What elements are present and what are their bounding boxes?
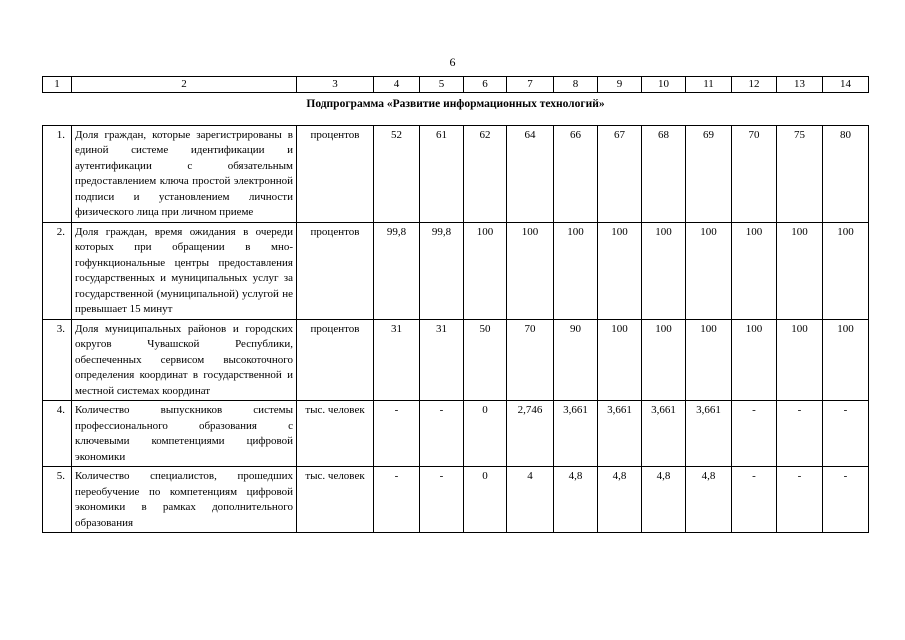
indicator-value: 3,661 [598, 401, 642, 467]
table-row [43, 125, 869, 222]
indicator-value: 4,8 [686, 467, 732, 533]
indicator-value: 66 [554, 125, 598, 222]
indicator-value: 64 [507, 125, 554, 222]
indicator-value: 3,661 [642, 401, 686, 467]
column-header-8: 8 [554, 77, 598, 93]
indicator-value: 31 [420, 319, 464, 401]
indicator-value: 100 [464, 222, 507, 319]
indicator-value: - [732, 467, 777, 533]
indicator-value: 3,661 [686, 401, 732, 467]
indicator-name: Доля муниципальных районов и городских округов Чувашской Республики, обеспеченных сервисом высокоточного определения координат в государственной и местной системах координат [72, 319, 297, 401]
unit-of-measure: тыс. человек [297, 467, 374, 533]
column-header-13: 13 [777, 77, 823, 93]
indicator-value: - [823, 467, 869, 533]
indicator-value: 70 [732, 125, 777, 222]
indicator-value: 61 [420, 125, 464, 222]
indicator-value: 4,8 [642, 467, 686, 533]
column-number-header [43, 77, 869, 93]
indicator-value: 3,661 [554, 401, 598, 467]
indicator-value: 50 [464, 319, 507, 401]
table-row [43, 467, 869, 533]
row-number: 5. [43, 467, 72, 533]
indicator-value: 100 [686, 222, 732, 319]
indicator-value: 4,8 [598, 467, 642, 533]
indicator-value: 100 [777, 222, 823, 319]
indicator-value: - [420, 401, 464, 467]
indicator-value: 4,8 [554, 467, 598, 533]
indicator-value: 52 [374, 125, 420, 222]
indicator-name: Доля граждан, время ожидания в очереди которых при обращении в многофункциональные центры предоставления государственных и муниципальных услуг за государственной (муниципальной) услугой не превышает 15 минут [72, 222, 297, 319]
indicator-value: 100 [686, 319, 732, 401]
column-header-4: 4 [374, 77, 420, 93]
column-header-6: 6 [464, 77, 507, 93]
row-number: 1. [43, 125, 72, 222]
indicator-value: 100 [823, 222, 869, 319]
indicator-value: - [374, 401, 420, 467]
indicator-value: 100 [642, 319, 686, 401]
indicator-value: 99,8 [420, 222, 464, 319]
indicator-value: 100 [598, 222, 642, 319]
unit-of-measure: процентов [297, 222, 374, 319]
subprogram-title: Подпрограмма «Развитие информационных технологий» [306, 98, 605, 110]
indicator-value: 100 [823, 319, 869, 401]
indicator-value: 75 [777, 125, 823, 222]
subprogram-title-row [43, 93, 869, 126]
table-row [43, 401, 869, 467]
column-header-14: 14 [823, 77, 869, 93]
column-header-2: 2 [72, 77, 297, 93]
indicator-value: - [420, 467, 464, 533]
page-number: 6 [449, 55, 456, 69]
column-header-1: 1 [43, 77, 72, 93]
indicator-value: - [732, 401, 777, 467]
indicator-value: 0 [464, 401, 507, 467]
indicator-value: - [374, 467, 420, 533]
indicators-table [42, 76, 869, 533]
indicator-value: 62 [464, 125, 507, 222]
indicator-value: 2,746 [507, 401, 554, 467]
row-number: 4. [43, 401, 72, 467]
row-number: 3. [43, 319, 72, 401]
indicator-value: 67 [598, 125, 642, 222]
indicator-value: - [777, 467, 823, 533]
indicator-value: 100 [598, 319, 642, 401]
indicator-name: Доля граждан, которые зарегистрированы в единой системе идентификации и аутентификации с обязательным предоставлением ключа простой электронной подписи и установлением личности физического лица при личном приеме [72, 125, 297, 222]
unit-of-measure: тыс. человек [297, 401, 374, 467]
column-header-3: 3 [297, 77, 374, 93]
indicator-value: 70 [507, 319, 554, 401]
table-row [43, 222, 869, 319]
indicator-value: - [823, 401, 869, 467]
indicator-value: 0 [464, 467, 507, 533]
column-header-10: 10 [642, 77, 686, 93]
column-header-5: 5 [420, 77, 464, 93]
indicator-value: 100 [642, 222, 686, 319]
indicator-name: Количество специалистов, прошедших переобучение по компетенциям цифровой экономики в рамках дополнительного образования [72, 467, 297, 533]
table-row [43, 319, 869, 401]
indicator-value: 4 [507, 467, 554, 533]
indicator-value: 100 [777, 319, 823, 401]
column-header-9: 9 [598, 77, 642, 93]
indicator-value: - [777, 401, 823, 467]
indicator-value: 31 [374, 319, 420, 401]
column-header-11: 11 [686, 77, 732, 93]
indicator-value: 100 [507, 222, 554, 319]
indicator-value: 69 [686, 125, 732, 222]
indicator-value: 99,8 [374, 222, 420, 319]
indicator-value: 90 [554, 319, 598, 401]
unit-of-measure: процентов [297, 319, 374, 401]
indicator-value: 100 [732, 319, 777, 401]
indicator-value: 80 [823, 125, 869, 222]
row-number: 2. [43, 222, 72, 319]
indicator-value: 100 [554, 222, 598, 319]
column-header-12: 12 [732, 77, 777, 93]
unit-of-measure: процентов [297, 125, 374, 222]
indicator-name: Количество выпускников системы профессионального образования с ключевыми компетенциями цифровой экономики [72, 401, 297, 467]
column-header-7: 7 [507, 77, 554, 93]
indicator-value: 100 [732, 222, 777, 319]
indicator-value: 68 [642, 125, 686, 222]
